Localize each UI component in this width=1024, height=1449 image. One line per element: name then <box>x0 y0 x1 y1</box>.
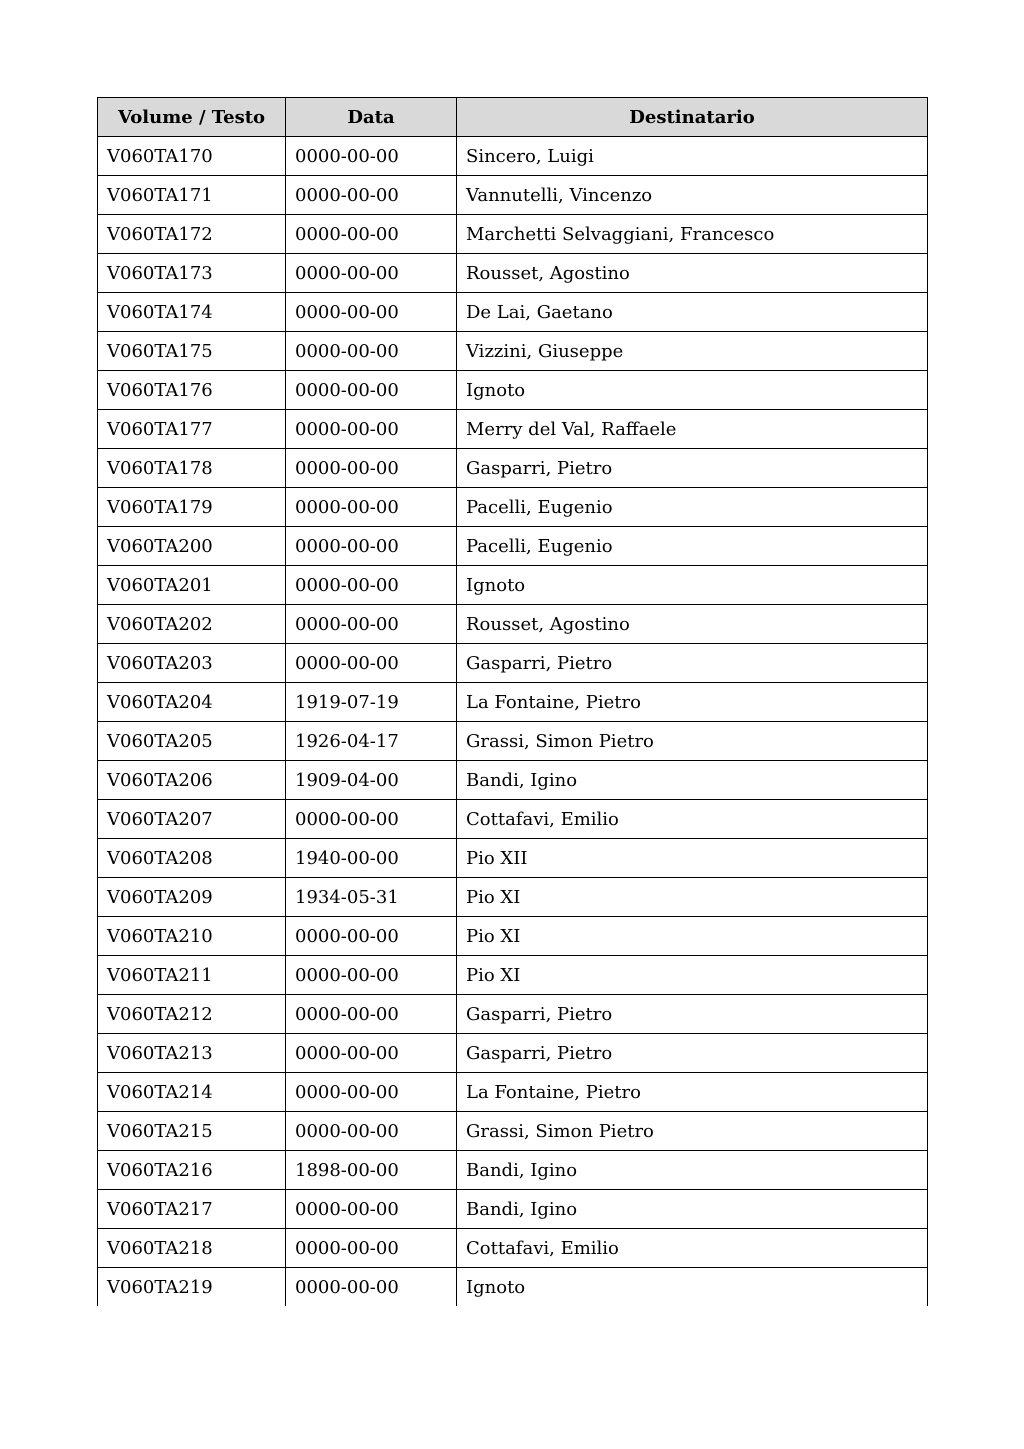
cell-recipient: Gasparri, Pietro <box>457 1034 928 1073</box>
table-row <box>98 293 928 332</box>
cell-date: 0000-00-00 <box>286 332 457 371</box>
table-row <box>98 605 928 644</box>
table-row <box>98 722 928 761</box>
cell-recipient: La Fontaine, Pietro <box>457 683 928 722</box>
cell-volume: V060TA177 <box>98 410 286 449</box>
cell-volume: V060TA219 <box>98 1268 286 1307</box>
cell-date: 0000-00-00 <box>286 995 457 1034</box>
cell-recipient: Bandi, Igino <box>457 1190 928 1229</box>
cell-volume: V060TA218 <box>98 1229 286 1268</box>
cell-recipient: Cottafavi, Emilio <box>457 1229 928 1268</box>
cell-date: 0000-00-00 <box>286 488 457 527</box>
cell-recipient: Grassi, Simon Pietro <box>457 1112 928 1151</box>
table-row <box>98 410 928 449</box>
cell-date: 0000-00-00 <box>286 917 457 956</box>
cell-recipient: Cottafavi, Emilio <box>457 800 928 839</box>
cell-date: 0000-00-00 <box>286 371 457 410</box>
cell-recipient: Rousset, Agostino <box>457 254 928 293</box>
cell-recipient: Pio XI <box>457 917 928 956</box>
cell-date: 0000-00-00 <box>286 410 457 449</box>
cell-volume: V060TA206 <box>98 761 286 800</box>
cell-volume: V060TA217 <box>98 1190 286 1229</box>
cell-volume: V060TA174 <box>98 293 286 332</box>
table-row <box>98 137 928 176</box>
cell-recipient: Gasparri, Pietro <box>457 644 928 683</box>
table-row <box>98 917 928 956</box>
cell-recipient: Sincero, Luigi <box>457 137 928 176</box>
cell-recipient: Vizzini, Giuseppe <box>457 332 928 371</box>
cell-recipient: De Lai, Gaetano <box>457 293 928 332</box>
table-row <box>98 488 928 527</box>
cell-volume: V060TA216 <box>98 1151 286 1190</box>
cell-date: 1919-07-19 <box>286 683 457 722</box>
cell-volume: V060TA172 <box>98 215 286 254</box>
cell-volume: V060TA207 <box>98 800 286 839</box>
cell-volume: V060TA205 <box>98 722 286 761</box>
cell-volume: V060TA214 <box>98 1073 286 1112</box>
table-row <box>98 371 928 410</box>
cell-recipient: Pio XII <box>457 839 928 878</box>
cell-date: 0000-00-00 <box>286 1073 457 1112</box>
table-row <box>98 215 928 254</box>
cell-recipient: Pio XI <box>457 956 928 995</box>
cell-recipient: Rousset, Agostino <box>457 605 928 644</box>
table-row <box>98 176 928 215</box>
cell-date: 0000-00-00 <box>286 527 457 566</box>
cell-date: 0000-00-00 <box>286 566 457 605</box>
cell-volume: V060TA210 <box>98 917 286 956</box>
table-row <box>98 1112 928 1151</box>
cell-date: 0000-00-00 <box>286 1268 457 1307</box>
cell-date: 0000-00-00 <box>286 800 457 839</box>
cell-volume: V060TA171 <box>98 176 286 215</box>
cell-recipient: La Fontaine, Pietro <box>457 1073 928 1112</box>
cell-date: 1940-00-00 <box>286 839 457 878</box>
cell-date: 0000-00-00 <box>286 293 457 332</box>
cell-date: 0000-00-00 <box>286 215 457 254</box>
cell-date: 0000-00-00 <box>286 449 457 488</box>
table-row <box>98 683 928 722</box>
cell-volume: V060TA202 <box>98 605 286 644</box>
table-row <box>98 956 928 995</box>
table-row <box>98 839 928 878</box>
table-row <box>98 254 928 293</box>
cell-recipient: Pacelli, Eugenio <box>457 527 928 566</box>
cell-volume: V060TA215 <box>98 1112 286 1151</box>
table-row <box>98 1190 928 1229</box>
cell-recipient: Gasparri, Pietro <box>457 449 928 488</box>
cell-date: 1926-04-17 <box>286 722 457 761</box>
cell-recipient: Grassi, Simon Pietro <box>457 722 928 761</box>
cell-date: 1934-05-31 <box>286 878 457 917</box>
cell-volume: V060TA208 <box>98 839 286 878</box>
table-row <box>98 761 928 800</box>
cell-recipient: Vannutelli, Vincenzo <box>457 176 928 215</box>
column-header-recipient: Destinatario <box>457 98 928 137</box>
cell-recipient: Merry del Val, Raffaele <box>457 410 928 449</box>
cell-date: 0000-00-00 <box>286 1112 457 1151</box>
cell-date: 0000-00-00 <box>286 137 457 176</box>
cell-volume: V060TA204 <box>98 683 286 722</box>
cell-volume: V060TA200 <box>98 527 286 566</box>
cell-volume: V060TA175 <box>98 332 286 371</box>
table-row <box>98 1034 928 1073</box>
cell-volume: V060TA212 <box>98 995 286 1034</box>
cell-volume: V060TA178 <box>98 449 286 488</box>
cell-date: 0000-00-00 <box>286 1034 457 1073</box>
cell-date: 1909-04-00 <box>286 761 457 800</box>
table-row <box>98 449 928 488</box>
table-row <box>98 800 928 839</box>
cell-date: 0000-00-00 <box>286 254 457 293</box>
cell-date: 1898-00-00 <box>286 1151 457 1190</box>
cell-date: 0000-00-00 <box>286 956 457 995</box>
cell-date: 0000-00-00 <box>286 1190 457 1229</box>
cell-recipient: Pio XI <box>457 878 928 917</box>
cell-recipient: Pacelli, Eugenio <box>457 488 928 527</box>
table-row <box>98 644 928 683</box>
cell-date: 0000-00-00 <box>286 605 457 644</box>
cell-volume: V060TA179 <box>98 488 286 527</box>
table-row <box>98 566 928 605</box>
cell-recipient: Ignoto <box>457 566 928 605</box>
header-row <box>98 98 928 137</box>
table-row <box>98 332 928 371</box>
cell-volume: V060TA176 <box>98 371 286 410</box>
cell-recipient: Ignoto <box>457 1268 928 1307</box>
cell-volume: V060TA170 <box>98 137 286 176</box>
cell-date: 0000-00-00 <box>286 1229 457 1268</box>
cell-date: 0000-00-00 <box>286 644 457 683</box>
table-header <box>98 98 928 137</box>
table-row <box>98 1268 928 1307</box>
cell-recipient: Marchetti Selvaggiani, Francesco <box>457 215 928 254</box>
cell-volume: V060TA209 <box>98 878 286 917</box>
table-row <box>98 527 928 566</box>
table-body <box>98 137 928 1307</box>
table-row <box>98 1073 928 1112</box>
table-row <box>98 1151 928 1190</box>
table-row <box>98 995 928 1034</box>
table-row <box>98 1229 928 1268</box>
table-row <box>98 878 928 917</box>
cell-recipient: Ignoto <box>457 371 928 410</box>
cell-recipient: Gasparri, Pietro <box>457 995 928 1034</box>
cell-volume: V060TA213 <box>98 1034 286 1073</box>
cell-volume: V060TA211 <box>98 956 286 995</box>
cell-volume: V060TA173 <box>98 254 286 293</box>
column-header-date: Data <box>286 98 457 137</box>
cell-volume: V060TA201 <box>98 566 286 605</box>
cell-recipient: Bandi, Igino <box>457 1151 928 1190</box>
cell-recipient: Bandi, Igino <box>457 761 928 800</box>
cell-volume: V060TA203 <box>98 644 286 683</box>
column-header-volume: Volume / Testo <box>98 98 286 137</box>
letters-table <box>97 97 928 1306</box>
cell-date: 0000-00-00 <box>286 176 457 215</box>
